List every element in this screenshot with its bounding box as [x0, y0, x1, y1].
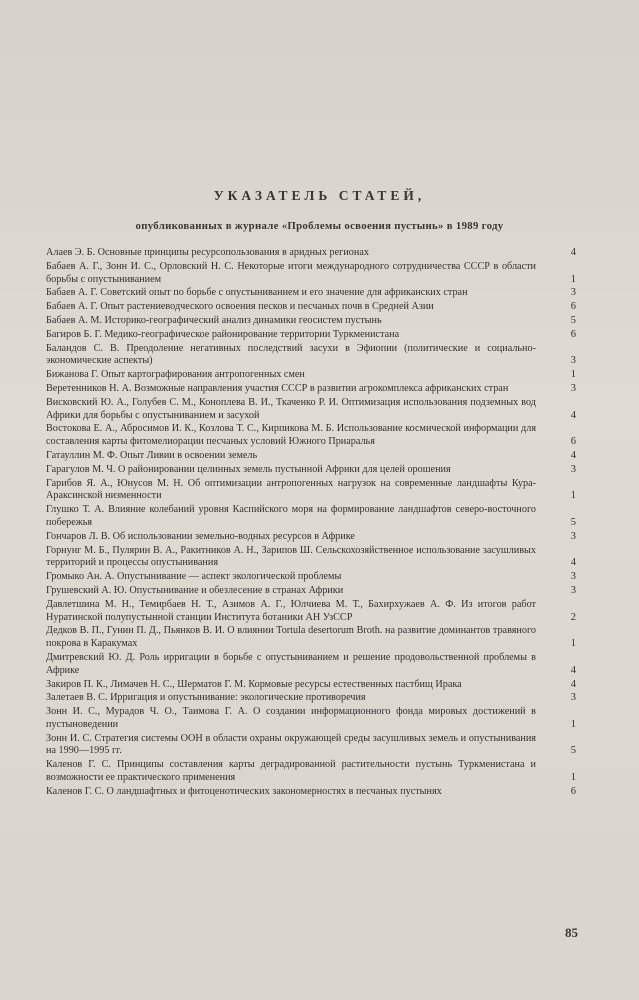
entry-issue-number: 5	[570, 314, 576, 326]
entry-text: Зонн И. С. Стратегия системы ООН в области охраны окружающей среды засушливых земель и опустынивания на 1990—1995 гг.	[46, 732, 536, 757]
index-entry	[46, 679, 576, 692]
index-entry	[46, 464, 576, 477]
index-entry	[46, 652, 576, 678]
entry-text: Гончаров Л. В. Об использовании земельно-водных ресурсов в Африке	[46, 530, 355, 542]
index-entry	[46, 261, 576, 287]
entry-issue-number: 3	[570, 287, 576, 299]
entry-text: Бабаев А. Г. Советский опыт по борьбе с опустыниванием и его значение для африканских стран	[46, 287, 468, 299]
index-entry	[46, 478, 576, 504]
entry-issue-number: 1	[570, 369, 576, 381]
index-entry	[46, 531, 576, 544]
entry-issue-number: 4	[570, 247, 576, 258]
index-entry	[46, 247, 576, 260]
index-entry	[46, 315, 576, 328]
entry-text: Гарагулов М. Ч. О районировании целинных земель пустынной Африки для целей орошения	[46, 463, 451, 475]
entry-issue-number: 3	[570, 463, 576, 475]
entry-text: Закиров П. К., Лимачев Н. С., Шерматов Г. М. Кормовые ресурсы естественных пастбищ Ирака	[46, 678, 462, 690]
index-entry	[46, 301, 576, 314]
index-entry	[46, 706, 576, 732]
index-entry	[46, 545, 576, 571]
index-entry	[46, 585, 576, 598]
entry-issue-number: 4	[570, 409, 576, 421]
entry-issue-number: 3	[570, 355, 576, 367]
entry-text: Бабаев А. Г. Опыт растениеводческого освоения песков и песчаных почв в Средней Азии	[46, 301, 434, 313]
entry-issue-number: 5	[570, 745, 576, 757]
entry-text: Дмитревский Ю. Д. Роль ирригации в борьбе с опустыниванием и решение продовольственной проблемы в Африке	[46, 651, 536, 676]
index-entry	[46, 287, 576, 300]
index-entry	[46, 329, 576, 342]
entry-issue-number: 1	[570, 638, 576, 650]
entry-issue-number: 1	[570, 772, 576, 784]
entry-issue-number: 3	[570, 530, 576, 542]
index-entry	[46, 343, 576, 369]
entry-issue-number: 5	[570, 516, 576, 528]
entry-text: Бабаев А. Г., Зонн И. С., Орловский Н. С. Некоторые итоги международного сотрудничества СССР в области борьбы с опустыниванием	[46, 260, 536, 285]
entry-text: Зонн И. С., Мурадов Ч. О., Таимова Г. А. О создании информационного фонда мировых достижений в пустыноведении	[46, 706, 536, 730]
entry-issue-number: 4	[570, 557, 576, 569]
entry-text: Гатауллин М. Ф. Опыт Ливии в освоении земель	[46, 449, 258, 461]
entry-issue-number: 3	[570, 571, 576, 583]
entry-text: Давлетшина М. Н., Темирбаев Н. Т., Азимов А. Г., Юлчиева М. Т., Бахирхужаев А. Ф. Из итогов работ Нуратинской полупустынной станции Института ботаники АН УзССР	[46, 598, 536, 623]
entry-text: Баландов С. В. Преодоление негативных последствий засухи в Эфиопии (политические и социально-экономические аспекты)	[46, 342, 536, 367]
entry-issue-number: 6	[570, 301, 576, 313]
index-entry	[46, 369, 576, 382]
entry-text: Каленов Г. С. Принципы составления карты деградированной растительности пустынь Туркменистана и возможности ее практического применения	[46, 759, 536, 784]
entry-text: Глушко Т. А. Влияние колебаний уровня Каспийского моря на формирование ландшафтов северо-восточного побережья	[46, 504, 536, 528]
index-subtitle: опубликованных в журнале «Проблемы освоения пустынь» в 1989 году	[135, 220, 504, 232]
index-entry	[46, 786, 576, 799]
entry-issue-number: 1	[570, 273, 576, 285]
index-entry	[46, 423, 576, 449]
entry-issue-number: 3	[570, 692, 576, 704]
index-entry	[46, 599, 576, 625]
entry-text: Багиров Б. Г. Медико-географическое районирование территории Туркменистана	[46, 328, 400, 340]
entry-text: Востокова Е. А., Абросимов И. К., Козлова Т. С., Кирпикова М. Б. Использование космической информации для составления карты фитомелиорации песчаных условий Южного Приаралья	[46, 423, 536, 448]
index-entry	[46, 450, 576, 463]
entry-issue-number: 6	[570, 328, 576, 340]
entry-issue-number: 4	[570, 449, 576, 461]
entry-text: Алаев Э. Б. Основные принципы ресурсопользования в аридных регионах	[46, 247, 369, 258]
entry-issue-number: 1	[570, 490, 576, 502]
article-index-list	[46, 247, 576, 800]
entry-issue-number: 6	[570, 436, 576, 448]
entry-issue-number: 6	[570, 785, 576, 797]
entry-text: Гарибов Я. А., Юнусов М. Н. Об оптимизации антропогенных нагрузок на современные ландшафты Кура-Араксинской низменности	[46, 477, 536, 502]
index-entry	[46, 397, 576, 423]
entry-text: Висковский Ю. А., Голубев С. М., Коноплева В. И., Ткаченко Р. И. Оптимизация использования подземных вод Африки для борьбы с опустыниванием и засухой	[46, 396, 536, 421]
page-number: 85	[565, 925, 578, 940]
entry-issue-number: 4	[570, 678, 576, 690]
index-entry	[46, 625, 576, 651]
index-entry	[46, 733, 576, 759]
index-title: УКАЗАТЕЛЬ СТАТЕЙ,	[213, 188, 426, 203]
entry-issue-number: 3	[570, 382, 576, 394]
index-entry	[46, 383, 576, 396]
entry-issue-number: 2	[570, 611, 576, 623]
entry-text: Залетаев В. С. Ирригация и опустынивание: экологические противоречия	[46, 692, 366, 704]
entry-text: Бабаев А. М. Историко-географический анализ динамики геосистем пустынь	[46, 314, 382, 326]
entry-issue-number: 3	[570, 584, 576, 596]
index-entry	[46, 759, 576, 785]
entry-text: Грушевский А. Ю. Опустынивание и обезлесение в странах Африки	[46, 584, 344, 596]
entry-text: Дедков В. П., Гунин П. Д., Пьянков В. И. О влиянии Tortula desertorum Broth. на развитие доминантов травяного покрова в Каракумах	[46, 625, 536, 650]
index-entry	[46, 571, 576, 584]
entry-text: Веретенников Н. А. Возможные направления участия СССР в развитии агрокомплекса африканских стран	[46, 382, 509, 394]
entry-text: Каленов Г. С. О ландшафтных и фитоценотических закономерностях в песчаных пустынях	[46, 785, 442, 797]
entry-text: Громыко Ан. А. Опустынивание — аспект экологической проблемы	[46, 571, 342, 583]
entry-text: Бижанова Г. Опыт картографирования антропогенных смен	[46, 369, 305, 381]
entry-issue-number: 4	[570, 664, 576, 676]
index-entry	[46, 504, 576, 530]
entry-text: Горнунг М. Б., Пулярин В. А., Ракитников А. Н., Зарипов Ш. Сельскохозяйственное использование засушливых территорий и процессы опустынивания	[46, 544, 536, 569]
entry-issue-number: 1	[570, 718, 576, 730]
index-entry	[46, 692, 576, 705]
